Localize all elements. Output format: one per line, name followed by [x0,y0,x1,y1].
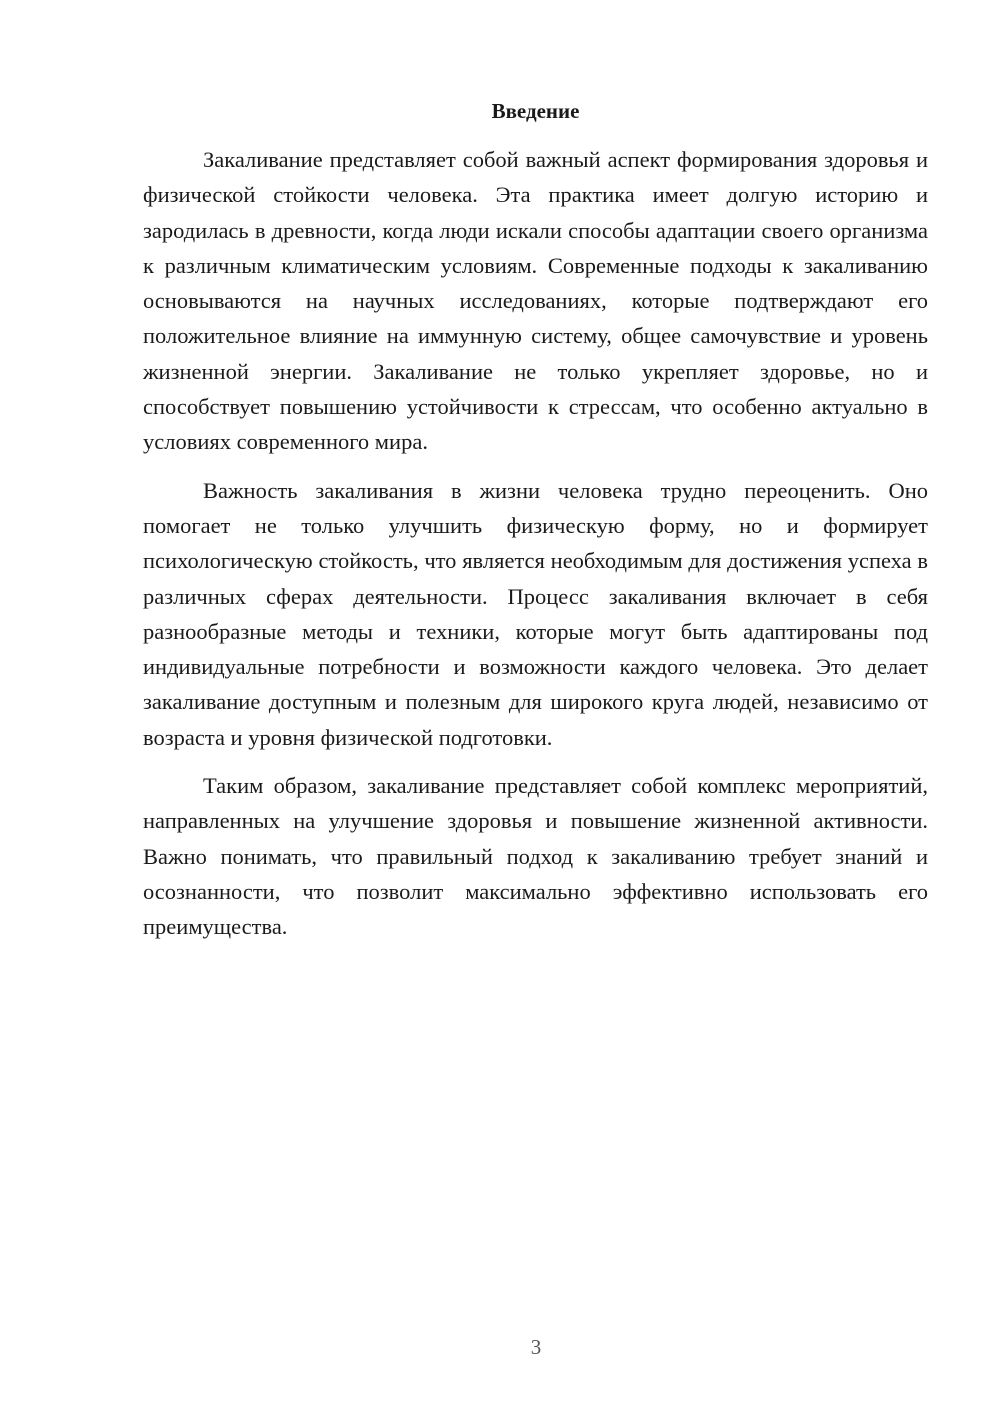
paragraph-1: Закаливание представляет собой важный аспект формирования здоровья и физической стойкости человека. Эта практика имеет долгую историю и зародилась в древности, когда люди искали способы адаптации своего организма к различным климатическим условиям. Современные подходы к закаливанию основываются на научных исследованиях, которые подтверждают его положительное влияние на иммунную систему, общее самочувствие и уровень жизненной энергии. Закаливание не только укрепляет здоровье, но и способствует повышению устойчивости к стрессам, что особенно актуально в условиях современного мира. [143,147,928,455]
page-number: 3 [530,1335,542,1359]
section-title: Введение [491,99,580,123]
paragraph-2: Важность закаливания в жизни человека трудно переоценить. Оно помогает не только улучшить физическую форму, но и формирует психологическую стойкость, что является необходимым для достижения успеха в различных сферах деятельности. Процесс закаливания включает в себя разнообразные методы и техники, которые могут быть адаптированы под индивидуальные потребности и возможности каждого человека. Это делает закаливание доступным и полезным для широкого круга людей, независимо от возраста и уровня физической подготовки. [143,477,928,750]
paragraph-3: Таким образом, закаливание представляет собой комплекс мероприятий, направленных на улучшение здоровья и повышение жизненной активности. Важно понимать, что правильный подход к закаливанию требует знаний и осознанности, что позволит максимально эффективно использовать его преимущества. [143,773,928,940]
body-text [143,142,928,958]
